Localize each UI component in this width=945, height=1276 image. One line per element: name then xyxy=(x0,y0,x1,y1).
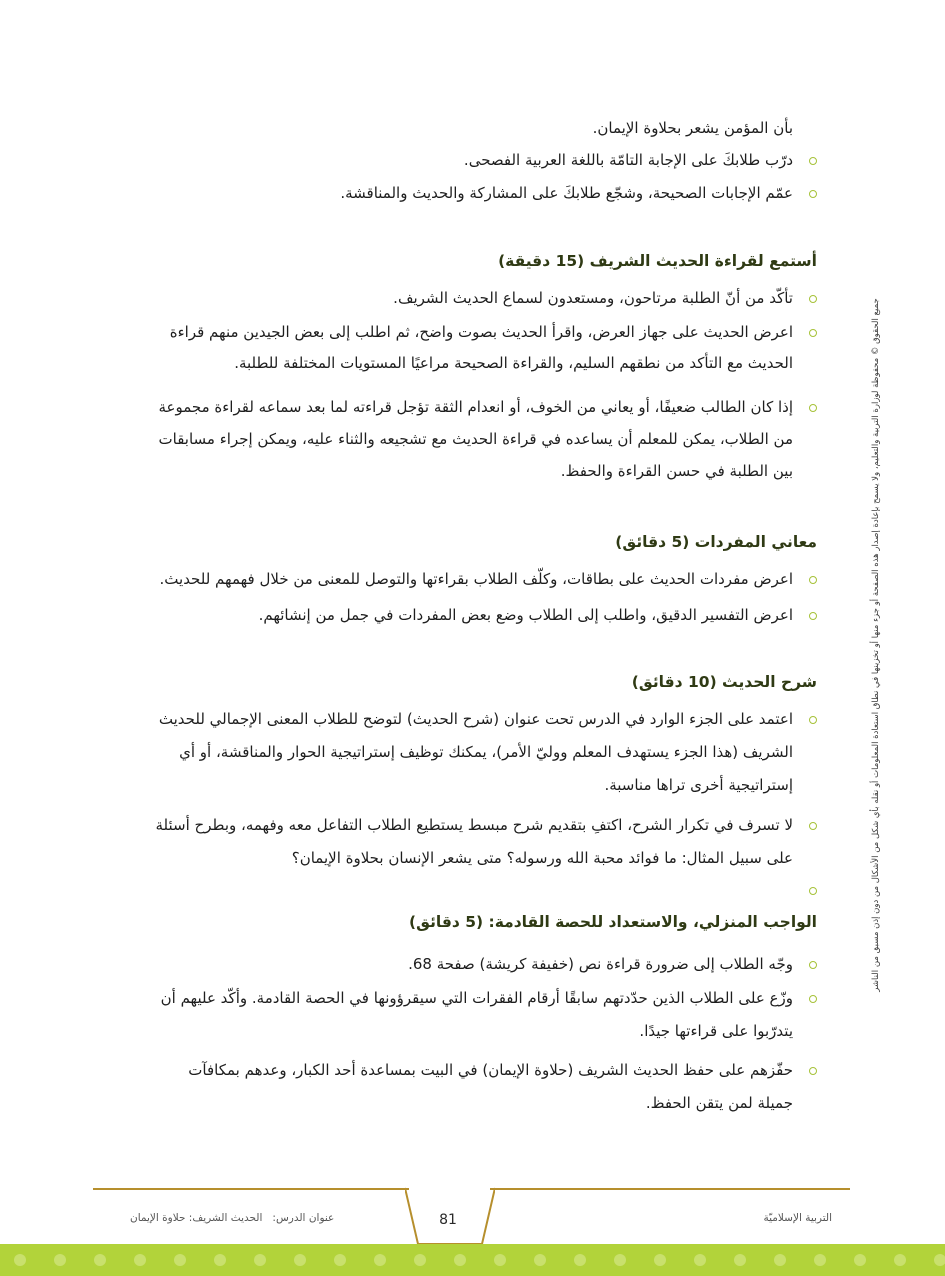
bullet-icon xyxy=(809,716,817,724)
bullet-icon xyxy=(809,887,817,895)
lesson-label: عنوان الدرس: xyxy=(272,1212,335,1224)
bullet-icon xyxy=(809,404,817,412)
bullet-icon xyxy=(809,576,817,584)
bullet-icon xyxy=(809,190,817,198)
footer-rule-right xyxy=(490,1188,850,1190)
bullet-icon xyxy=(809,995,817,1003)
bullet-icon xyxy=(809,822,817,830)
bullet-icon xyxy=(809,329,817,337)
intro-line: بأن المؤمن يشعر بحلاوة الإيمان. xyxy=(592,119,793,137)
bullet-icon xyxy=(809,157,817,165)
bullet-icon xyxy=(809,961,817,969)
copyright-side-note: جميع الحقوق © محفوظة لوزارة التربية والتعليم، ولا يسمح بإعادة إصدار هذه الصفحة أو جزء منها أو تخزينها في نطاق استعادة المعلومات أو نقله بأي شكل من الأشكال من دون إذن مسبق من الناشر xyxy=(871,298,881,992)
section-heading-homework: الواجب المنزلي، والاستعداد للحصة القادمة: (5 دقائق) xyxy=(409,913,817,931)
bullet-icon xyxy=(809,295,817,303)
section-heading-explanation: شرح الحديث (10 دقائق) xyxy=(631,673,817,691)
section-heading-listen: أستمع لقراءة الحديث الشريف (15 دقيقة) xyxy=(498,252,817,270)
decorative-bottom-band xyxy=(0,1244,945,1276)
lesson-title: الحديث الشريف: حلاوة الإيمان xyxy=(130,1212,263,1224)
section-heading-vocabulary: معاني المفردات (5 دقائق) xyxy=(615,533,817,551)
page-number: 81 xyxy=(439,1212,457,1228)
footer-lesson xyxy=(130,1212,334,1224)
footer-rule-left xyxy=(93,1188,409,1190)
bullet-icon xyxy=(809,612,817,620)
footer-subject: التربية الإسلاميّة xyxy=(763,1212,832,1224)
bullet-icon xyxy=(809,1067,817,1075)
